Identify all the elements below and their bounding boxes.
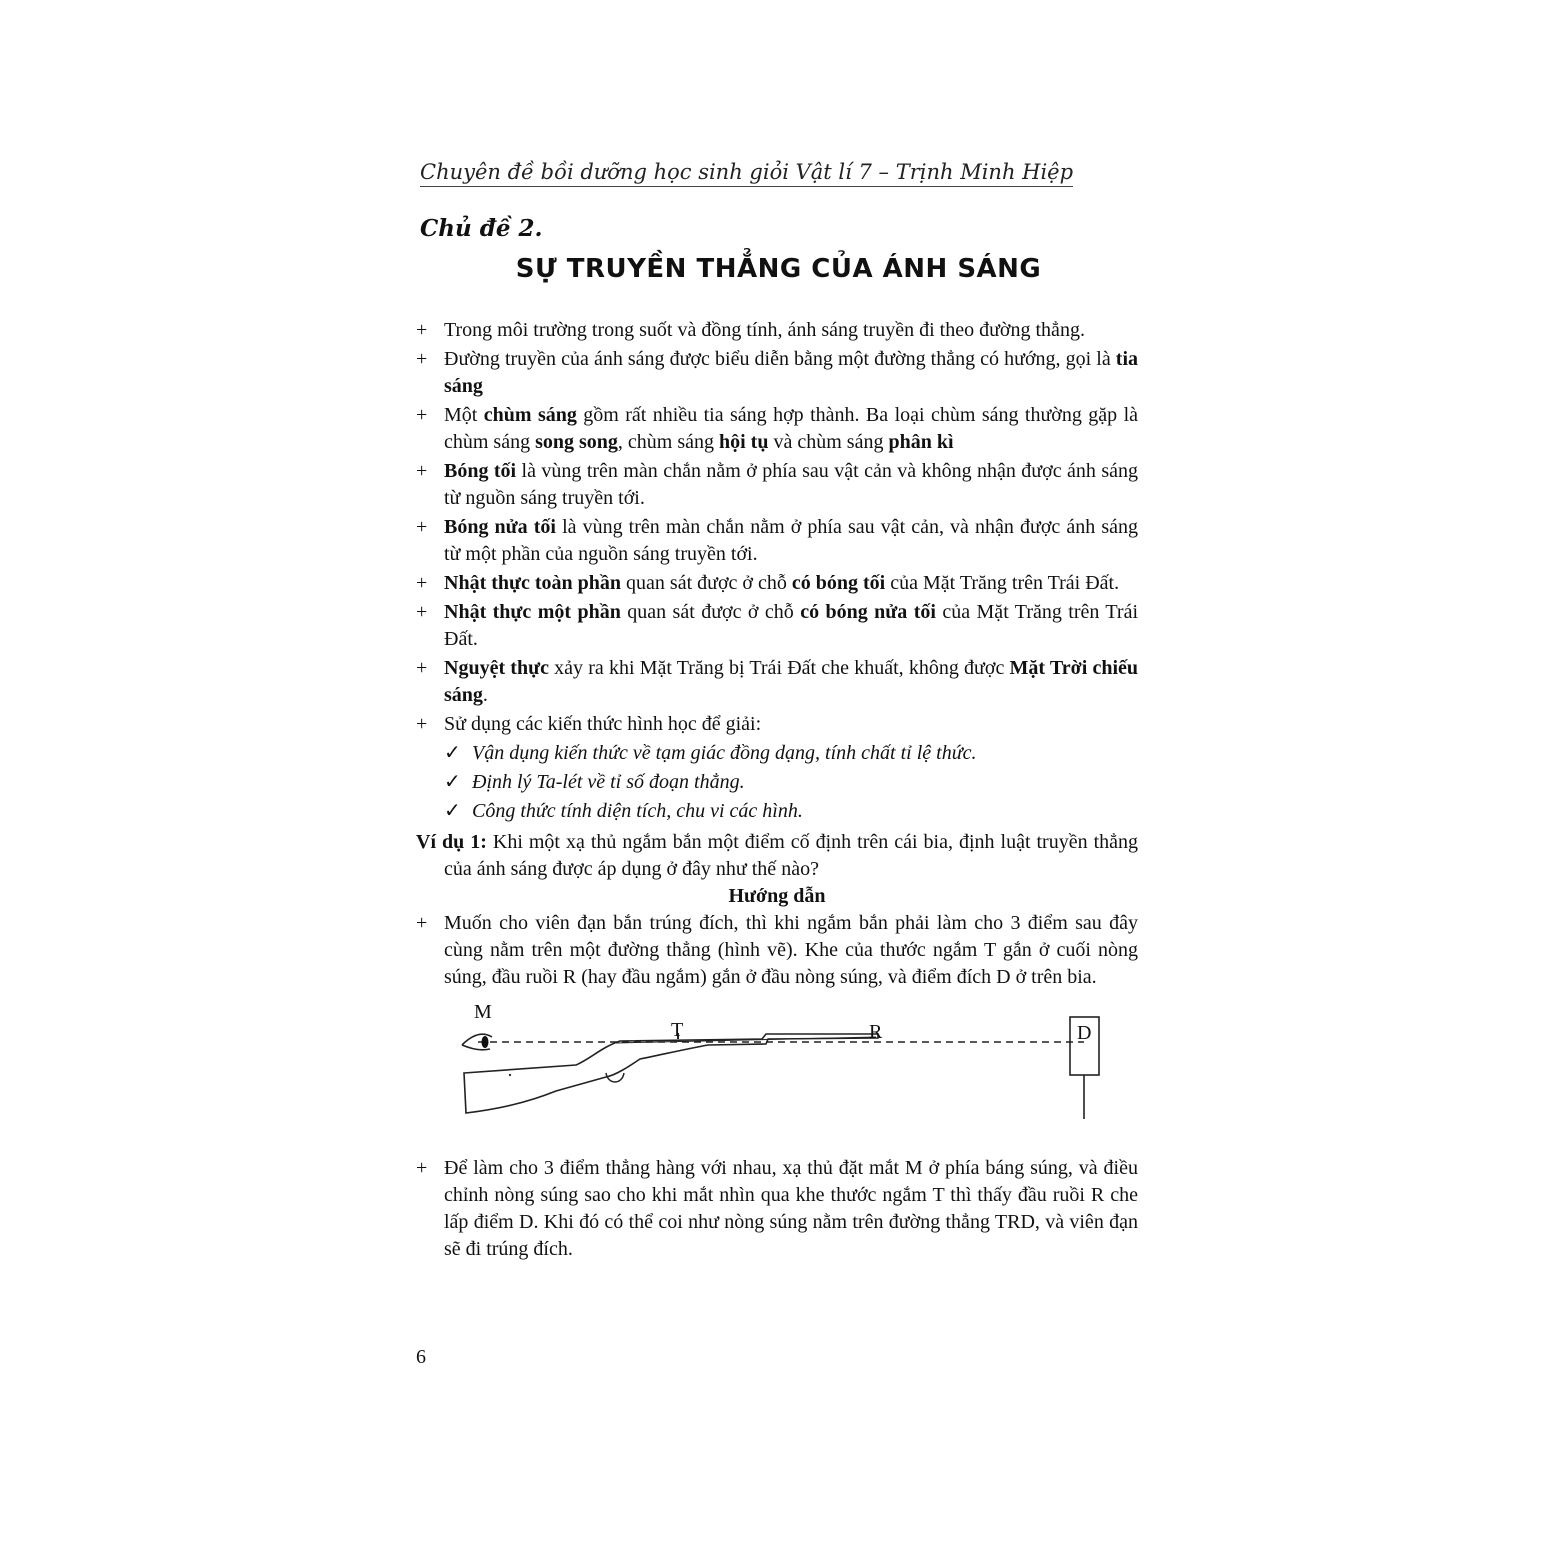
item-text: Trong môi trường trong suốt và đồng tính, ánh sáng truyền đi theo đường thẳng. — [444, 319, 1085, 341]
label-d: D — [1077, 1022, 1092, 1044]
example-label: Ví dụ 1: — [416, 831, 487, 853]
bullet-marker: + — [416, 1157, 428, 1179]
item-text: gồm rất nhiều tia sáng hợp thành. Ba loại chùm sáng thường gặp là chùm sáng — [444, 404, 1138, 453]
label-t: T — [671, 1019, 684, 1041]
checkmark-icon: ✓ — [444, 771, 461, 793]
guide-item-text: Để làm cho 3 điểm thẳng hàng với nhau, xạ thủ đặt mắt M ở phía báng súng, và điều chỉnh nòng súng sao cho khi mắt nhìn qua khe thước ngắm T thì thấy đầu ruồi R che lấp điểm D. Khi đó có thể coi như nòng súng nằm trên đường thẳng TRD, và viên đạn sẽ đi trúng đích. — [444, 1157, 1138, 1260]
guide-item-1 — [416, 910, 1138, 991]
theory-item — [416, 458, 1138, 512]
rifle-icon — [464, 1033, 878, 1113]
label-m: M — [474, 1001, 492, 1023]
check-item — [416, 769, 1138, 796]
item-text: Một — [444, 404, 484, 426]
key-term: Bóng tối — [444, 460, 517, 482]
key-term: chùm sáng — [483, 404, 577, 426]
key-term: Mặt Trời chiếu sáng — [444, 657, 1138, 706]
bullet-marker: + — [416, 404, 428, 426]
bullet-marker: + — [416, 348, 428, 370]
bullet-marker: + — [416, 713, 428, 735]
page-header: Chuyên đề bồi dưỡng học sinh giỏi Vật lí 7 – Trịnh Minh Hiệp — [420, 160, 1073, 187]
theory-item — [416, 402, 1138, 456]
bullet-marker: + — [416, 572, 428, 594]
key-term: có bóng nửa tối — [800, 601, 936, 623]
item-text: xảy ra khi Mặt Trăng bị Trái Đất che khuất, không được — [548, 657, 1010, 679]
eye-icon — [462, 1034, 492, 1050]
theory-item — [416, 570, 1138, 597]
guide-item-text: Muốn cho viên đạn bắn trúng đích, thì khi ngắm bắn phải làm cho 3 điểm sau đây cùng nằm trên một đường thẳng (hình vẽ). Khe của thước ngắm T gắn ở cuối nòng súng, đầu ruồi R (hay đầu ngắm) gắn ở đầu nòng súng, và điểm đích D ở trên bia. — [444, 912, 1138, 988]
guide-heading: Hướng dẫn — [728, 885, 826, 907]
item-text: . — [482, 684, 488, 706]
key-term: Nguyệt thực — [444, 657, 549, 679]
item-text: quan sát được ở chỗ — [621, 572, 792, 594]
bullet-marker: + — [416, 912, 428, 934]
bullet-marker: + — [416, 319, 428, 341]
theory-item — [416, 317, 1138, 344]
theory-item — [416, 599, 1138, 653]
check-item-text: Định lý Ta-lét về tỉ số đoạn thẳng. — [472, 771, 745, 793]
geometry-checklist — [416, 740, 1138, 825]
item-text: , chùm sáng — [617, 431, 719, 453]
key-term: Nhật thực toàn phần — [444, 572, 622, 594]
checkmark-icon: ✓ — [444, 800, 461, 822]
key-term: có bóng tối — [791, 572, 886, 594]
theory-item — [416, 514, 1138, 568]
bullet-marker: + — [416, 516, 428, 538]
page-number: 6 — [416, 1346, 426, 1368]
bullet-marker: + — [416, 460, 428, 482]
content — [416, 317, 1138, 1265]
key-term: hội tụ — [719, 431, 769, 453]
bullet-marker: + — [416, 657, 428, 679]
key-term: Bóng nửa tối — [444, 516, 556, 538]
example-question: Khi một xạ thủ ngắm bắn một điểm cố định trên cái bia, định luật truyền thẳng của ánh sáng được áp dụng ở đây như thế nào? — [444, 831, 1139, 880]
key-term: Nhật thực một phần — [444, 601, 621, 623]
theory-item — [416, 655, 1138, 709]
check-item-text: Vận dụng kiến thức về tạm giác đồng dạng, tính chất tỉ lệ thức. — [472, 742, 977, 764]
guide-item-2 — [416, 1155, 1138, 1263]
topic-label: Chủ đề 2. — [420, 215, 543, 242]
key-term: tia sáng — [444, 348, 1138, 397]
item-text: của Mặt Trăng trên Trái Đất. — [444, 601, 1139, 650]
check-item — [416, 798, 1138, 825]
check-item-text: Công thức tính diện tích, chu vi các hình. — [472, 800, 803, 822]
item-text: Sử dụng các kiến thức hình học để giải: — [444, 713, 762, 735]
rifle-aiming-diagram — [416, 1001, 1138, 1151]
item-text: của Mặt Trăng trên Trái Đất. — [885, 572, 1120, 594]
check-item — [416, 740, 1138, 767]
theory-item — [416, 346, 1138, 400]
bullet-marker: + — [416, 601, 428, 623]
chapter-title: SỰ TRUYỀN THẲNG CỦA ÁNH SÁNG — [515, 254, 1042, 284]
label-r: R — [869, 1021, 883, 1043]
key-term: phân kì — [888, 431, 954, 453]
theory-item — [416, 711, 1138, 738]
item-text: là vùng trên màn chắn nằm ở phía sau vật cản, và nhận được ánh sáng từ một phần của nguồn sáng truyền tới. — [444, 516, 1138, 565]
item-text: quan sát được ở chỗ — [620, 601, 801, 623]
theory-list — [416, 317, 1138, 738]
key-term: song song — [535, 431, 618, 453]
item-text: là vùng trên màn chắn nằm ở phía sau vật cản và không nhận được ánh sáng từ nguồn sáng truyền tới. — [444, 460, 1138, 509]
checkmark-icon: ✓ — [444, 742, 461, 764]
item-text: và chùm sáng — [768, 431, 889, 453]
item-text: Đường truyền của ánh sáng được biểu diễn bằng một đường thẳng có hướng, gọi là — [444, 348, 1116, 370]
example-1 — [416, 829, 1138, 883]
